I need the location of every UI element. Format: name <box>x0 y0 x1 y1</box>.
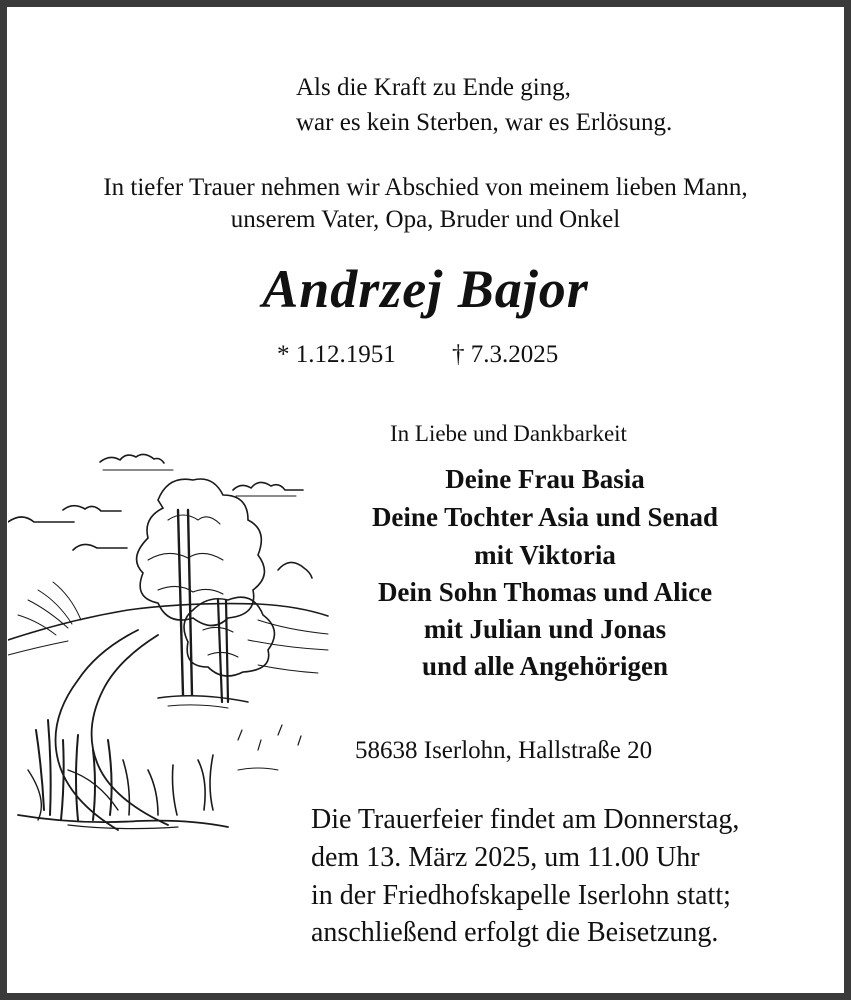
intro-line-1: In tiefer Trauer nehmen wir Abschied von meinem lieben Mann, <box>103 174 748 201</box>
family-line: mit Viktoria <box>474 540 616 570</box>
funeral-line: anschließend erfolgt die Beisetzung. <box>311 917 719 948</box>
thanks-line: In Liebe und Dankbarkeit <box>390 421 627 446</box>
family-line: Deine Tochter Asia und Senad <box>371 502 719 532</box>
address-line: 58638 Iserlohn, Hallstraße 20 <box>355 737 653 764</box>
verse-line-1: Als die Kraft zu Ende ging, <box>296 74 571 101</box>
family-line: Dein Sohn Thomas und Alice <box>377 577 713 607</box>
family-line: Deine Frau Basia <box>445 464 645 494</box>
birth-date: * 1.12.1951 <box>277 341 396 368</box>
funeral-line: in der Friedhofskapelle Iserlohn statt; <box>311 880 731 911</box>
death-date: † 7.3.2025 <box>452 341 559 368</box>
deceased-name: Andrzej Bajor <box>262 259 589 319</box>
funeral-line: dem 13. März 2025, um 11.00 Uhr <box>311 842 700 873</box>
intro-line-2: unserem Vater, Opa, Bruder und Onkel <box>230 206 621 233</box>
funeral-line: Die Trauerfeier findet am Donnerstag, <box>311 804 740 835</box>
verse-line-2: war es kein Sterben, war es Erlösung. <box>296 109 673 136</box>
family-line: und alle Angehörigen <box>421 651 669 681</box>
landscape-trees-sketch-icon <box>8 440 338 840</box>
family-line: mit Julian und Jonas <box>423 614 667 644</box>
